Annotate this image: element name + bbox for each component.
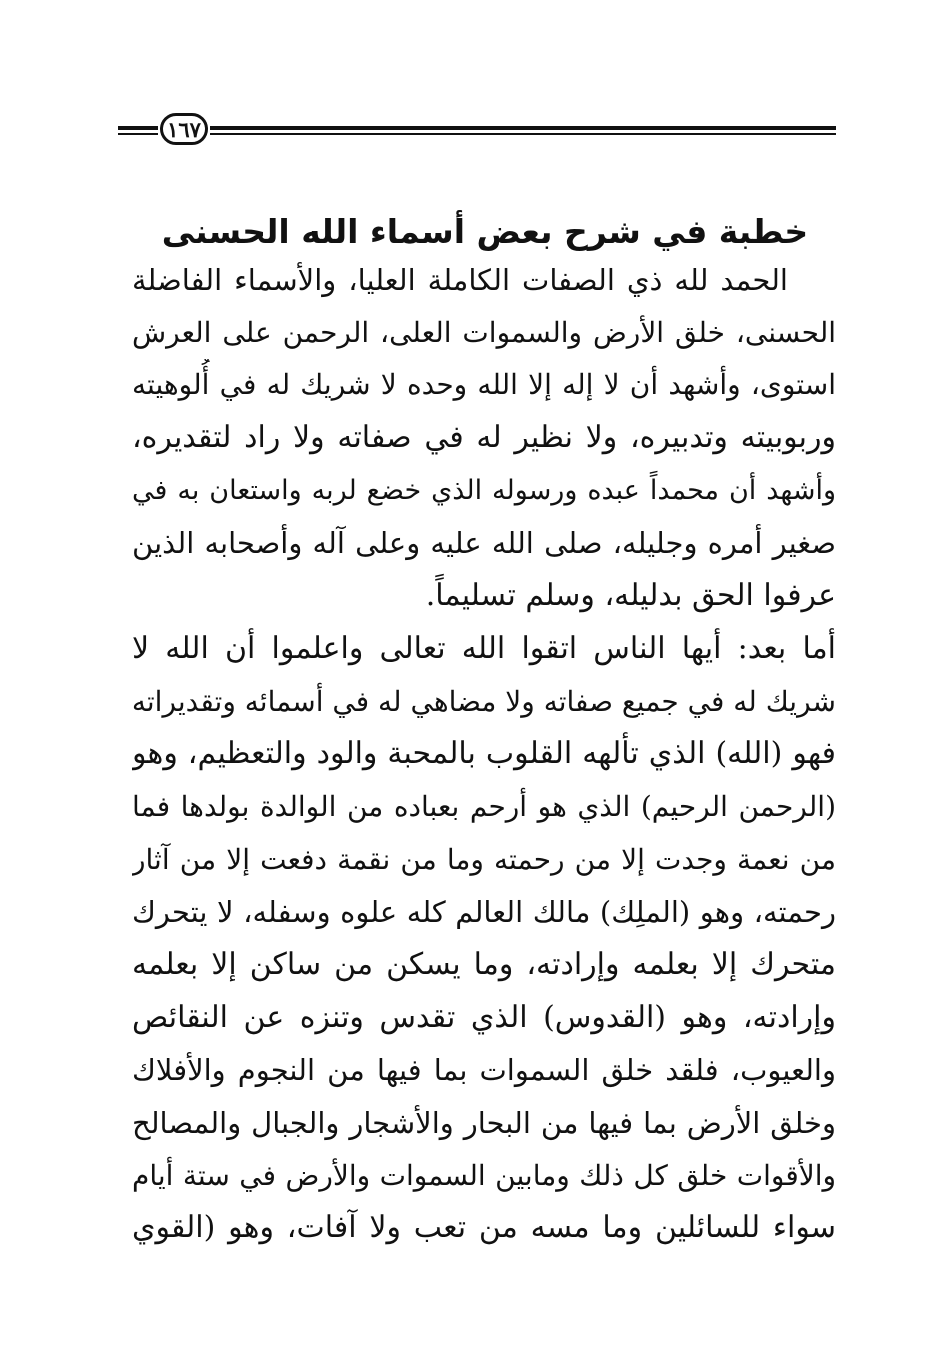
text-line: شريك له في جميع صفاته ولا مضاهي له في أسمائه وتقديراته — [132, 684, 836, 718]
text-line: وربوبيته وتدبيره، ولا نظير له في صفاته ولا راد لتقديره، — [132, 420, 836, 456]
text-line: استوى، وأشهد أن لا إله إلا الله وحده لا شريك له في أُلوهيته — [132, 368, 836, 402]
text-line: متحرك إلا بعلمه وإرادته، وما يسكن من ساكن إلا بعلمه — [132, 946, 836, 982]
text-line: الحسنى، خلق الأرض والسموات العلى، الرحمن على العرش — [132, 315, 836, 349]
text-line: أما بعد: أيها الناس اتقوا الله تعالى واعلموا أن الله لا — [132, 630, 836, 666]
sermon-title: خطبة في شرح بعض أسماء الله الحسنى — [161, 212, 809, 251]
text-line: صغير أمره وجليله، صلى الله عليه وعلى آله وأصحابه الذين — [132, 526, 836, 561]
text-line: والأقوات خلق كل ذلك ومابين السموات والأرض في ستة أيام — [132, 1158, 836, 1192]
text-line: وخلق الأرض بما فيها من البحار والأشجار والجبال والمصالح — [132, 1106, 836, 1140]
text-line: سواء للسائلين وما مسه من تعب ولا آفات، وهو (القوي — [132, 1210, 836, 1246]
text-line: الحمد لله ذي الصفات الكاملة العليا، والأسماء الفاضلة — [132, 263, 788, 297]
page-number: ١٦٧ — [160, 113, 208, 145]
text-line: فهو (الله) الذي تألهه القلوب بالمحبة والود والتعظيم، وهو — [132, 736, 836, 772]
text-line: والعيوب، فلقد خلق السموات بما فيها من النجوم والأفلاك — [132, 1053, 836, 1088]
text-line: من نعمة وجدت إلا من رحمته وما من نقمة دفعت إلا من آثار — [132, 842, 836, 876]
text-line: (الرحمن الرحيم) الذي هو أرحم بعباده من الوالدة بولدها فما — [132, 789, 836, 823]
text-line: عرفوا الحق بدليله، وسلم تسليماً. — [425, 578, 836, 614]
sermon-body — [132, 254, 836, 1255]
header-rule-left-thin — [118, 133, 158, 135]
page-header — [118, 112, 836, 156]
text-line: وإرادته، وهو (القدوس) الذي تقدس وتنزه عن النقائص — [132, 999, 836, 1035]
header-rule-right-thin — [210, 133, 836, 135]
header-rule-left — [118, 126, 158, 130]
text-line: رحمته، وهو (الملِك) مالك العالم كله علوه وسفله، لا يتحرك — [132, 895, 836, 930]
text-line: وأشهد أن محمداً عبده ورسوله الذي خضع لربه واستعان به في — [132, 474, 836, 506]
header-rule-right — [210, 126, 836, 130]
